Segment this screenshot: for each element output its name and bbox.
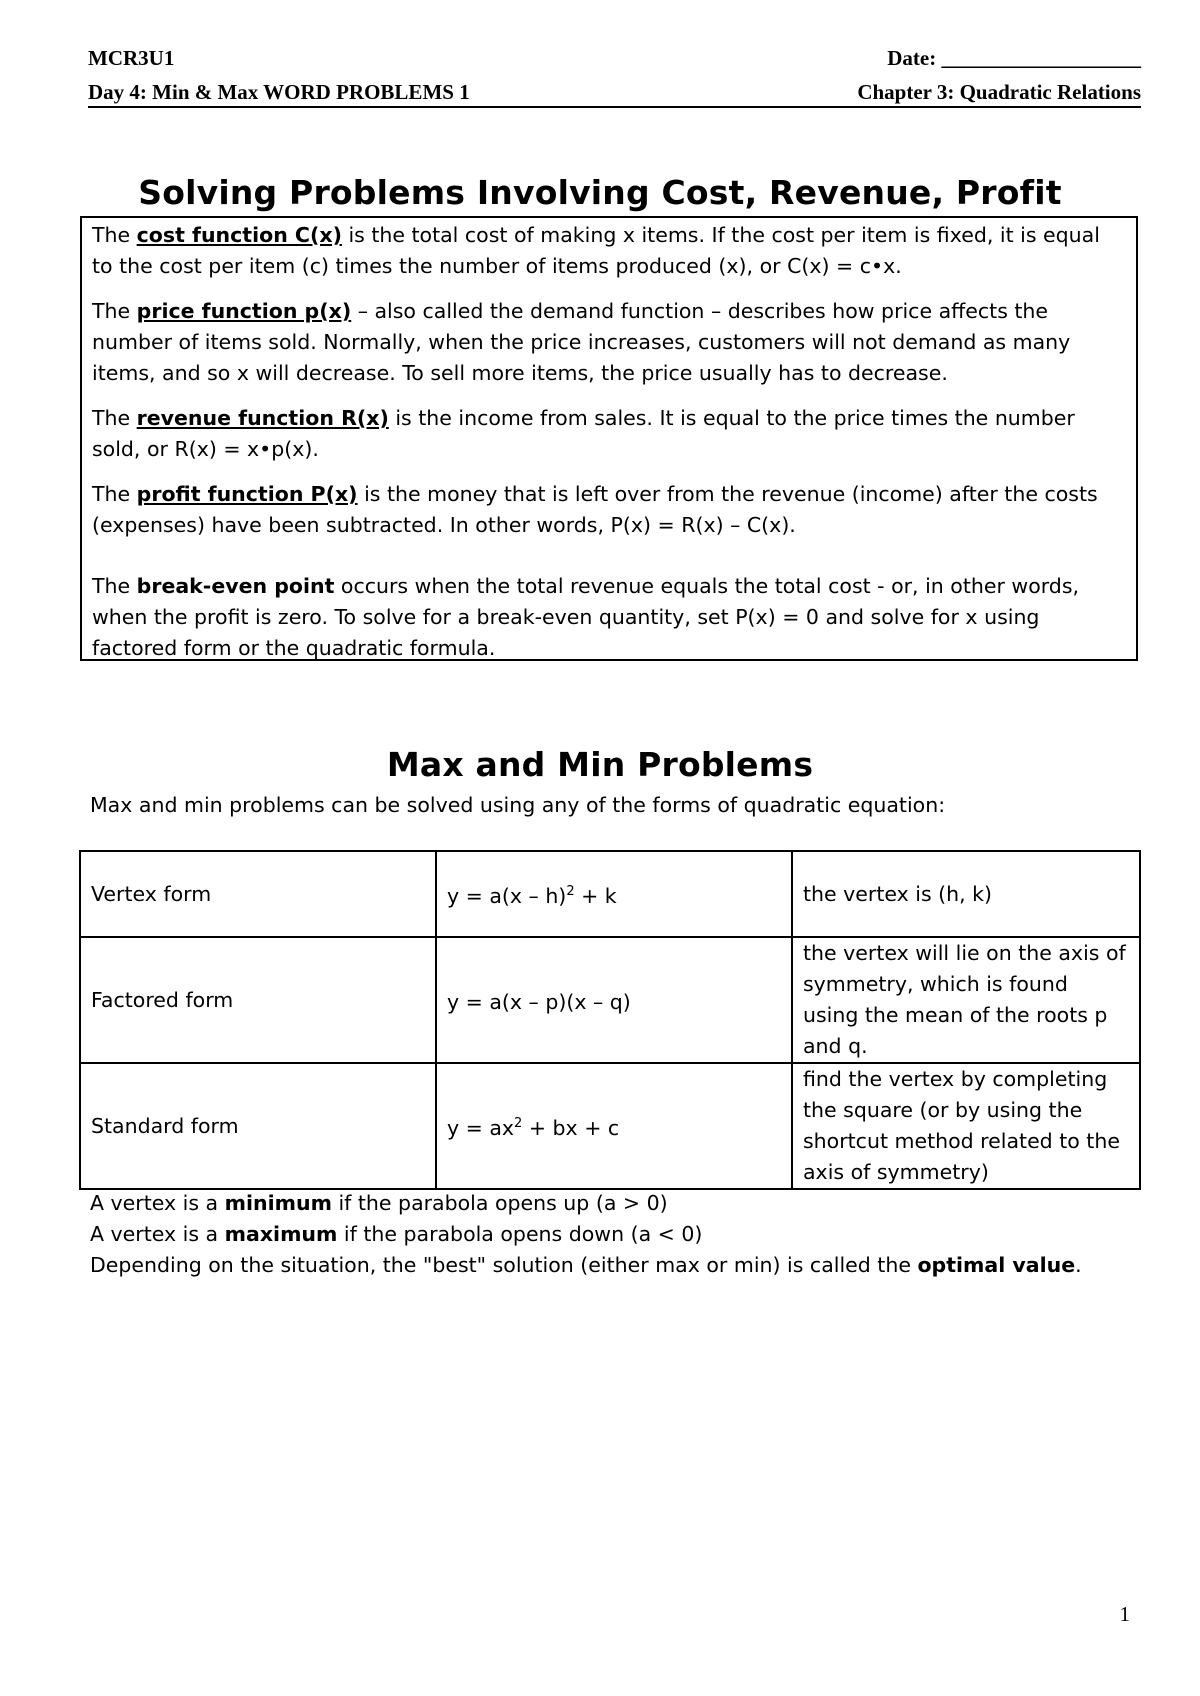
price-definition: The price function p(x) – also called the demand function – describes how price affects the number of items sold. Normally, when the price increases, customers will not demand as many items, and so x will decrease. To sell more items, the price usually has to decrease. [92,299,1071,385]
form-note: the vertex is (h, k) [792,851,1140,937]
definitions-box [80,216,1138,661]
header-row-2 [88,80,1141,108]
price-term: price function p(x) [136,299,352,323]
table-row [80,851,1140,937]
breakeven-definition: The break-even point occurs when the total revenue equals the total cost - or, in other words, when the profit is zero. To solve for a break-even quantity, set P(x) = 0 and solve for x using factored form or the quadratic formula. [92,574,1080,660]
cost-definition: The cost function C(x) is the total cost of making x items. If the cost per item is fixed, it is equal to the cost per item (c) times the number of items produced (x), or C(x) = c•x. [92,223,1100,278]
form-note: the vertex will lie on the axis of symmetry, which is found using the mean of the roots p and q. [792,937,1140,1063]
vertex-notes [90,1188,1082,1281]
course-code: MCR3U1 [88,46,175,70]
profit-definition: The profit function P(x) is the money that is left over from the revenue (income) after the costs (expenses) have been subtracted. In other words, P(x) = R(x) – C(x). [92,482,1098,537]
table-row [80,937,1140,1063]
revenue-definition: The revenue function R(x) is the income from sales. It is equal to the price times the number sold, or R(x) = x•p(x). [92,406,1075,461]
cost-term: cost function C(x) [136,223,342,247]
chapter-title: Chapter 3: Quadratic Relations [857,80,1141,104]
revenue-term: revenue function R(x) [136,406,389,430]
date-label: Date: ___________________ [887,46,1141,70]
page-number: 1 [1119,1602,1130,1626]
profit-term: profit function P(x) [136,482,358,506]
quadratic-forms-table [79,850,1141,1190]
form-equation: $y = ax^2$ + bx + c [436,1063,792,1189]
optimal-note: Depending on the situation, the "best" solution (either max or min) is called the optimal value. [90,1253,1082,1277]
form-name: Vertex form [80,851,436,937]
max-min-intro: Max and min problems can be solved using any of the forms of quadratic equation: [90,793,946,817]
minimum-note: A vertex is a minimum if the parabola opens up (a > 0) [90,1191,668,1215]
form-equation: y = a(x – h)$^2$ + k [436,851,792,937]
table-row [80,1063,1140,1189]
maximum-note: A vertex is a maximum if the parabola opens down (a < 0) [90,1222,703,1246]
section-title-max-min: Max and Min Problems [386,745,814,784]
form-note: find the vertex by completing the square (or by using the shortcut method related to the axis of symmetry) [792,1063,1140,1189]
form-name: Factored form [80,937,436,1063]
form-name: Standard form [80,1063,436,1189]
section-title-cost-revenue-profit: Solving Problems Involving Cost, Revenue, Profit [138,173,1062,212]
breakeven-term: break-even point [136,574,335,598]
lesson-title: Day 4: Min & Max WORD PROBLEMS 1 [88,80,470,104]
form-equation: y = a(x – p)(x – q) [436,937,792,1063]
